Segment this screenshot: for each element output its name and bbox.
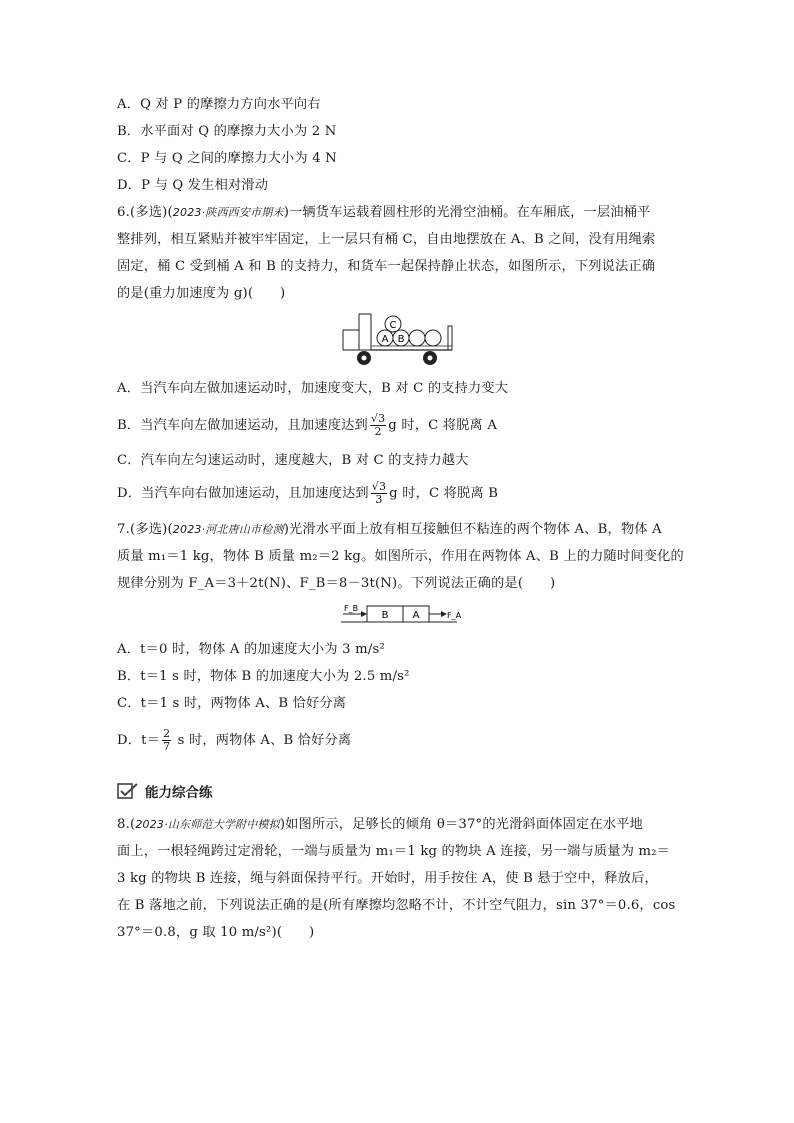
q6-stem-line-3: 固定，桶 C 受到桶 A 和 B 的支持力，和货车一起保持静止状态，如图所示，下列说法正确 [117,259,656,274]
q6-stem-line-1: 6.(多选)(2023·陕西西安市期末)一辆货车运载着圆柱形的光滑空油桶。在车厢底，一层油桶平 [117,205,651,220]
block-b-label: B [381,610,389,621]
section-title: 能力综合练 [145,785,213,801]
q7-source: 2023·河北唐山市检测 [172,523,284,536]
q6-option-d-fraction: $\frac{√3}{3}$ [371,480,387,506]
barrel-a-label: A [381,334,389,345]
q6-stem-line-4: 的是(重力加速度为 g)( ) [117,286,286,301]
q6-stem-line-2: 整排列，相互紧贴并被牢牢固定，上一层只有桶 C，自由地摆放在 A、B 之间，没有用绳索 [117,232,656,247]
q6-source: 2023·陕西西安市期末 [172,206,284,219]
q7-option-c[interactable]: C．t＝1 s 时，两物体 A、B 恰好分离 [117,696,347,711]
q8-stem-line-3: 3 kg 的物块 B 连接，绳与斜面保持平行。开始时，用手按住 A，使 B 悬于空中，释放后， [117,871,658,886]
q6-option-b-fraction: $\frac{√3}{2}$ [370,412,386,438]
force-fb-label: F_B [344,604,359,613]
q8-stem-line-5: 37°＝0.8，g 取 10 m/s²)( ) [117,925,315,940]
blocks-figure [341,600,461,628]
q7-option-a[interactable]: A．t＝0 时，物体 A 的加速度大小为 3 m/s² [117,642,385,657]
q6-option-c[interactable]: C．汽车向左匀速运动时，速度越大，B 对 C 的支持力越大 [117,453,469,468]
q7-stem-line-2: 质量 m₁＝1 kg，物体 B 质量 m₂＝2 kg。如图所示，作用在两物体 A、B 上的力随时间变化的 [117,549,684,564]
q6-option-a[interactable]: A．当汽车向左做加速运动时，加速度变大，B 对 C 的支持力变大 [117,381,509,396]
section-header [117,780,213,802]
q7-stem-line-3: 规律分别为 F_A＝3＋2t(N)、F_B＝8－3t(N)。下列说法正确的是( ) [117,576,556,591]
q5-option-a[interactable]: A．Q 对 P 的摩擦力方向水平向右 [117,97,321,112]
q5-option-d[interactable]: D．P 与 Q 发生相对滑动 [117,178,269,193]
q7-stem-line-1: 7.(多选)(2023·河北唐山市检测)光滑水平面上放有相互接触但不粘连的两个物体 A、B，物体 A [117,522,662,537]
barrel-b-label: B [397,334,405,345]
q5-option-c[interactable]: C．P 与 Q 之间的摩擦力大小为 4 N [117,151,337,166]
q8-stem-line-4: 在 B 落地之前，下列说法正确的是(所有摩擦均忽略不计，不计空气阻力，sin 37°＝0.6，cos [117,898,676,913]
q7-option-d[interactable]: D．t＝ $\frac{2}{7}$ s 时，两物体 A、B 恰好分离 [117,727,352,753]
q6-option-d[interactable]: D．当汽车向右做加速运动，且加速度达到 $\frac{√3}{3}$ g 时，C 将脱离 B [117,480,499,506]
q7-option-b[interactable]: B．t＝1 s 时，物体 B 的加速度大小为 2.5 m/s² [117,669,410,684]
q6-option-b[interactable]: B．当汽车向左做加速运动，且加速度达到 $\frac{√3}{2}$ g 时，C 将脱离 A [117,412,498,438]
truck-figure [342,312,454,368]
q5-option-b[interactable]: B．水平面对 Q 的摩擦力大小为 2 N [117,124,337,139]
q8-stem-line-2: 面上，一根轻绳跨过定滑轮，一端与质量为 m₁＝1 kg 的物块 A 连接，另一端与质量为 m₂＝ [117,844,671,859]
q8-source: 2023·山东师范大学附中模拟 [135,818,280,831]
block-a-label: A [412,610,420,621]
checklist-icon [117,783,139,799]
q7-option-d-fraction: $\frac{2}{7}$ [163,727,171,753]
force-fa-label: F_A [447,611,461,620]
barrel-c-label: C [389,320,397,331]
q8-stem-line-1: 8.(2023·山东师范大学附中模拟)如图所示，足够长的倾角 θ＝37°的光滑斜面体固定在水平地 [117,817,643,832]
